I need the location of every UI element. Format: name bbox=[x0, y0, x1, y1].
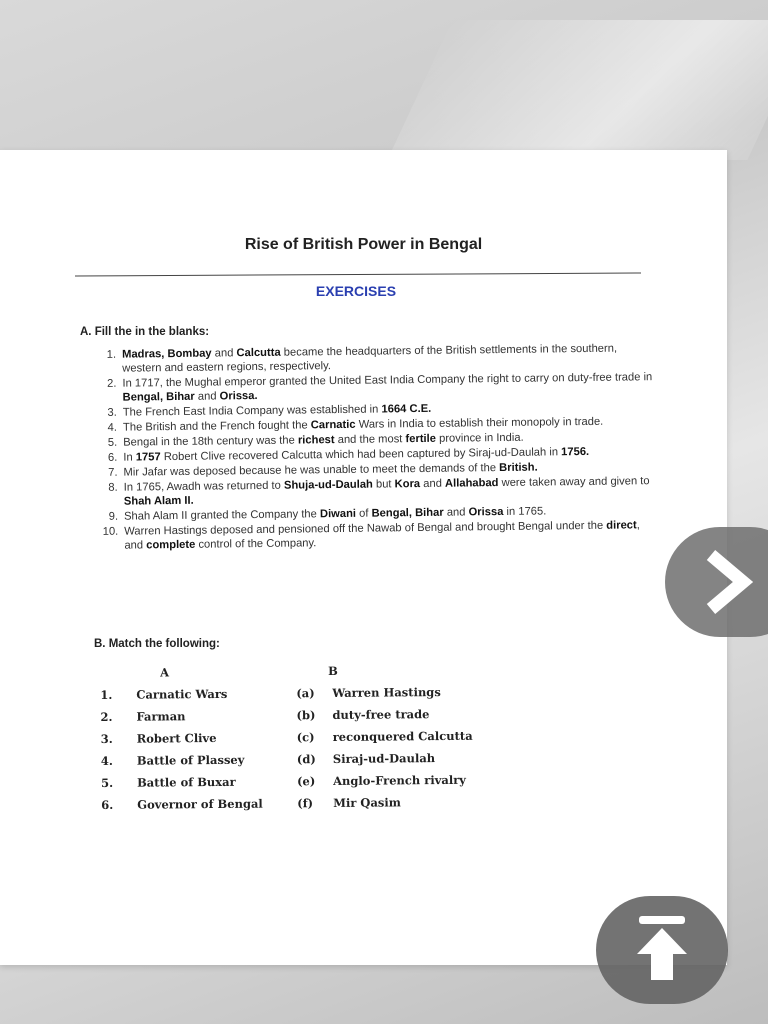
page-title: Rise of British Power in Bengal bbox=[244, 236, 483, 253]
prompt-text: were taken away and given to bbox=[498, 475, 650, 490]
list-item-number: 5. bbox=[107, 436, 118, 449]
row-number: 3. bbox=[100, 731, 113, 746]
answer-text: Kora bbox=[394, 478, 421, 491]
list-item-number: 2. bbox=[107, 377, 117, 390]
answer-text: Shah Alam II. bbox=[123, 494, 194, 508]
row-letter: (d) bbox=[296, 752, 316, 767]
section-b-heading: B. Match the following: bbox=[94, 638, 220, 650]
document-page bbox=[0, 150, 727, 965]
row-letter: (e) bbox=[296, 774, 316, 789]
prompt-text: Wars in India to establish their monopoly in trade. bbox=[355, 415, 604, 431]
column-b-cell: Warren Hastings bbox=[332, 685, 441, 700]
table-row bbox=[101, 790, 533, 816]
answer-text: British. bbox=[499, 461, 538, 475]
column-b-cell: Siraj-ud-Daulah bbox=[332, 751, 436, 766]
prompt-text: The British and the French fought the bbox=[122, 419, 311, 434]
next-page-button[interactable] bbox=[665, 527, 768, 637]
list-item-text bbox=[124, 518, 654, 552]
column-b-cell: Mir Qasim bbox=[333, 795, 401, 810]
list-item-number: 1. bbox=[106, 348, 117, 361]
background-highlight bbox=[387, 20, 768, 160]
scroll-to-top-icon bbox=[635, 914, 689, 986]
answer-text: Madras, Bombay bbox=[122, 347, 212, 361]
prompt-text: Warren Hastings deposed and pensioned off the Nawab of Bengal and brought Bengal under the bbox=[124, 519, 607, 538]
row-number: 2. bbox=[100, 709, 113, 724]
chevron-right-icon bbox=[703, 549, 753, 615]
prompt-text: Mir Jafar was deposed because he was unable to meet the demands of the bbox=[123, 462, 500, 479]
row-number: 6. bbox=[101, 797, 114, 812]
prompt-text: , and bbox=[124, 519, 640, 552]
prompt-text: and bbox=[211, 347, 237, 360]
column-a-cell: Battle of Buxar bbox=[136, 774, 236, 790]
prompt-text: and bbox=[194, 390, 220, 403]
answer-text: Carnatic bbox=[310, 418, 356, 432]
prompt-text: Shah Alam II granted the Company the bbox=[123, 508, 321, 523]
prompt-text: In 1765, Awadh was returned to bbox=[123, 479, 285, 494]
answer-text: Bengal, Bihar bbox=[371, 506, 444, 520]
answer-text: complete bbox=[146, 538, 196, 552]
row-number: 5. bbox=[100, 775, 114, 790]
answer-text: Bengal, Bihar bbox=[122, 390, 195, 404]
row-number: 4. bbox=[100, 753, 113, 768]
prompt-text: and bbox=[443, 506, 469, 519]
column-a-cell: Governor of Bengal bbox=[137, 796, 263, 812]
answer-text: 1664 C.E. bbox=[381, 402, 432, 416]
answer-text: Orissa bbox=[468, 505, 504, 519]
prompt-text: In bbox=[123, 451, 136, 464]
answer-text: Allahabad bbox=[444, 477, 499, 490]
title-divider bbox=[75, 273, 641, 277]
list-item-number: 8. bbox=[108, 481, 118, 494]
row-number: 1. bbox=[100, 687, 113, 702]
answer-text: Diwani bbox=[319, 507, 357, 521]
answer-text: Orissa. bbox=[219, 389, 258, 403]
prompt-text: and the most bbox=[334, 433, 406, 447]
answer-text: 1756. bbox=[561, 445, 590, 459]
prompt-text: but bbox=[372, 478, 395, 491]
prompt-text: and bbox=[420, 477, 446, 491]
answer-text: Calcutta bbox=[236, 346, 281, 360]
list-item-number: 7. bbox=[108, 466, 118, 479]
row-letter: (a) bbox=[296, 686, 315, 701]
exercises-heading: EXERCISES bbox=[315, 283, 397, 299]
prompt-text: Robert Clive recovered Calcutta which had been captured by Siraj-ud-Daulah in bbox=[160, 446, 562, 464]
prompt-text: The French East India Company was established in bbox=[122, 403, 382, 419]
prompt-text: in 1765. bbox=[503, 505, 547, 518]
prompt-text: became the headquarters of the British settlements in the southern, western and eastern regions, respectively. bbox=[122, 342, 618, 375]
answer-text: richest bbox=[297, 434, 335, 447]
column-b-cell: reconquered Calcutta bbox=[332, 728, 473, 744]
row-letter: (b) bbox=[296, 708, 316, 723]
fill-blanks-list bbox=[92, 341, 654, 554]
column-b-header: B bbox=[328, 663, 338, 679]
row-letter: (c) bbox=[296, 730, 315, 745]
list-item-number: 3. bbox=[107, 406, 117, 419]
column-a-cell: Carnatic Wars bbox=[136, 686, 228, 702]
column-a-cell: Robert Clive bbox=[136, 730, 217, 746]
section-a-heading: A. Fill the in the blanks: bbox=[80, 326, 210, 338]
answer-text: 1757 bbox=[135, 451, 161, 464]
row-letter: (f) bbox=[297, 796, 314, 811]
column-b-cell: Anglo-French rivalry bbox=[332, 772, 466, 788]
match-table bbox=[100, 658, 533, 816]
column-a-cell: Battle of Plassey bbox=[136, 752, 245, 768]
prompt-text: control of the Company. bbox=[195, 537, 317, 551]
prompt-text: province in India. bbox=[435, 431, 524, 445]
column-b-cell: duty-free trade bbox=[332, 707, 430, 722]
answer-text: Shuja-ud-Daulah bbox=[283, 478, 373, 492]
prompt-text: of bbox=[355, 507, 372, 520]
prompt-text: In 1717, the Mughal emperor granted the United East India Company the right to carry on duty-free trade in bbox=[122, 371, 653, 390]
scroll-to-top-button[interactable] bbox=[596, 896, 728, 1004]
match-rows bbox=[100, 680, 533, 816]
column-a-header: A bbox=[160, 665, 170, 680]
answer-text: fertile bbox=[405, 432, 437, 446]
list-item-number: 10. bbox=[102, 525, 119, 538]
list-item-number: 6. bbox=[107, 451, 118, 464]
list-item-number: 9. bbox=[108, 510, 119, 523]
prompt-text: Bengal in the 18th century was the bbox=[123, 434, 298, 449]
list-item bbox=[94, 518, 654, 553]
list-item-number: 4. bbox=[107, 421, 118, 434]
column-a-cell: Farman bbox=[136, 709, 186, 724]
answer-text: direct bbox=[606, 519, 637, 532]
